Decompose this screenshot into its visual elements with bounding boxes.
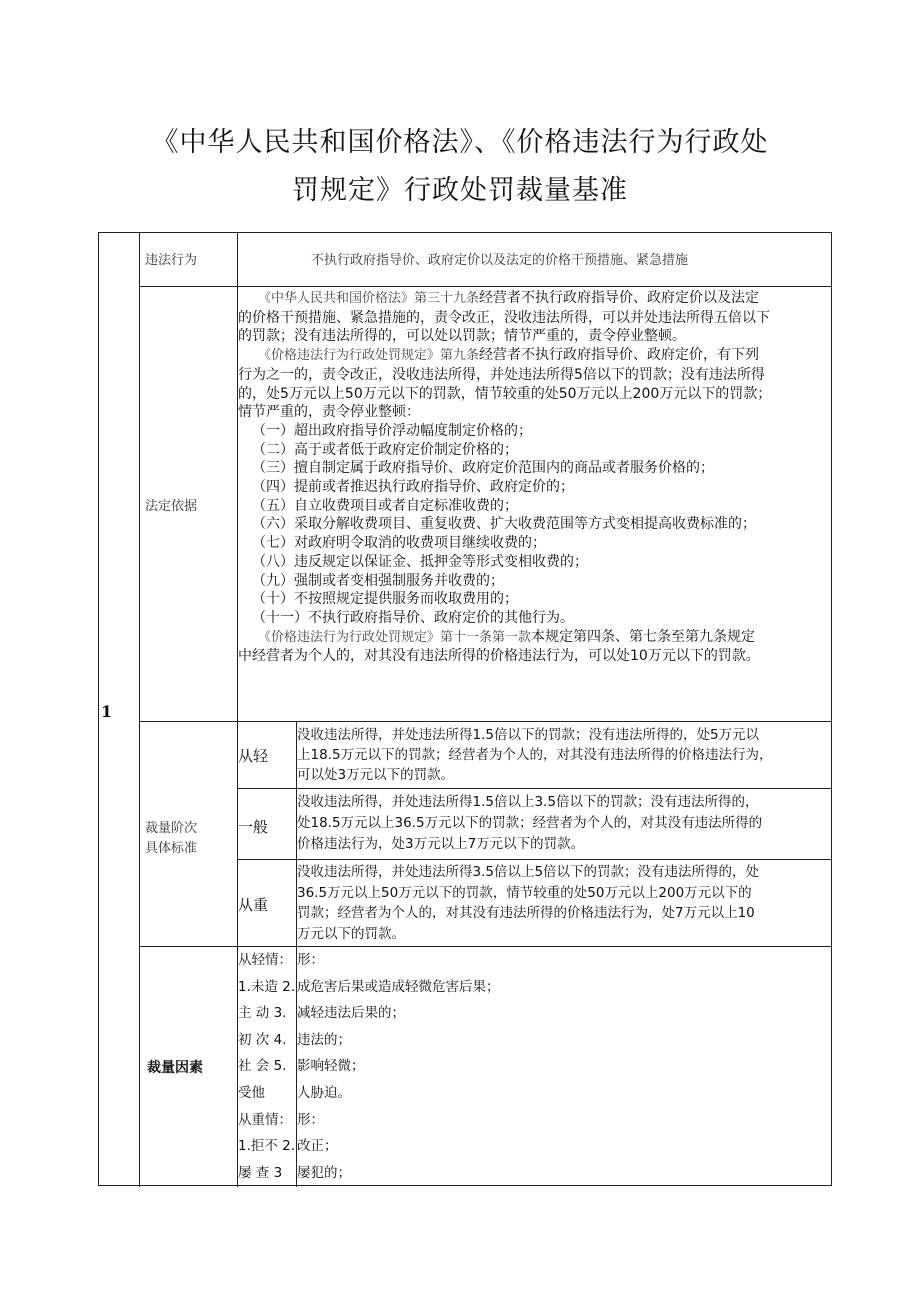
legal-basis-text	[238, 289, 832, 666]
factor-line: 社 会 5.	[238, 1058, 287, 1075]
level-line: 没收违法所得，并处违法所得1.5倍以上3.5倍以下的罚款；没有违法所得的，	[297, 794, 759, 810]
row-divider	[139, 721, 832, 722]
legal-item: （五）自立收费项目或者自定标准收费的；	[252, 497, 518, 514]
level-light-text	[297, 725, 773, 785]
factors-right-column	[297, 947, 832, 1186]
legal-line: 情节严重的，责令停业整顿：	[238, 404, 420, 421]
factor-line: 减轻违法后果的；	[297, 1005, 405, 1022]
factor-line: 成危害后果或造成轻微危害后果；	[297, 978, 500, 995]
document-title-line-2: 罚规定》行政处罚裁量基准	[292, 175, 628, 206]
penalty-standard-table	[98, 232, 832, 1186]
row-number: 1	[101, 702, 113, 721]
level-line: 罚款；经营者为个人的，对其没有违法所得的价格违法行为，处7万元以上10	[297, 905, 755, 921]
factor-line: 人胁迫。	[297, 1084, 351, 1101]
standards-label-line: 裁量阶次	[145, 821, 198, 836]
violation-value: 不执行政府指导价、政府定价以及法定的价格干预措施、紧急措施	[311, 253, 689, 268]
row-divider	[237, 788, 832, 789]
standards-label-line: 具体标准	[145, 841, 198, 856]
factor-line: 形：	[297, 1111, 324, 1128]
legal-item: （十一）不执行政府指导价、政府定价的其他行为。	[252, 609, 574, 626]
legal-line: 中经营者为个人的，对其没有违法所得的价格违法行为，可以处10万元以下的罚款。	[238, 648, 760, 665]
legal-line: 《价格违法行为行政处罚规定》第十一条第一款本规定第四条、第七条至第九条规定	[258, 628, 756, 645]
row-divider	[237, 859, 832, 860]
factor-line: 改正；	[297, 1138, 338, 1155]
factor-line: 受他	[238, 1084, 265, 1101]
factor-line: 屡犯的；	[297, 1164, 351, 1181]
factor-line: 初 次 4.	[238, 1031, 287, 1048]
factor-line: 从轻情：	[238, 952, 292, 968]
level-line: 上18.5万元以下的罚款；经营者为个人的，对其没有违法所得的价格违法行为，	[297, 747, 773, 763]
level-heavy-label: 从重	[238, 896, 269, 914]
level-line: 可以处3万元以下的罚款。	[297, 767, 455, 783]
factors-left-column	[238, 947, 296, 1186]
legal-line: 的罚款；没有违法所得的，可以处以罚款；情节严重的，责令停业整顿。	[238, 328, 686, 345]
factor-line: 1.拒不 2.	[238, 1138, 296, 1155]
legal-item: （二）高于或者低于政府定价制定价格的；	[252, 441, 518, 458]
column-divider	[139, 233, 140, 1187]
legal-line: 的，处5万元以上50万元以下的罚款，情节较重的处50万元以上200万元以下的罚款；	[238, 385, 772, 402]
legal-item: （四）提前或者推迟执行政府指导价、政府定价的；	[252, 479, 574, 496]
legal-basis-label: 法定依据	[145, 499, 198, 514]
factors-label: 裁量因素	[147, 1060, 203, 1076]
legal-item: （九）强制或者变相强制服务并收费的；	[252, 572, 504, 589]
level-line: 36.5万元以上50万元以下的罚款，情节较重的处50万元以上200万元以下的	[297, 884, 752, 901]
legal-item: （三）擅自制定属于政府指导价、政府定价范围内的商品或者服务价格的；	[252, 460, 714, 477]
factor-line: 1.未造 2.	[238, 978, 296, 995]
level-normal-text	[297, 792, 762, 855]
legal-line: 的价格干预措施、紧急措施的，责令改正，没收违法所得，可以并处违法所得五倍以下	[238, 309, 770, 326]
level-line: 没收违法所得，并处违法所得1.5倍以下的罚款；没有违法所得的，处5万元以	[297, 727, 760, 743]
document-title-line-1: 《中华人民共和国价格法》、《价格违法行为行政处	[151, 127, 769, 158]
factor-line: 屡 查 3	[238, 1164, 283, 1181]
factor-line: 影响轻微；	[297, 1058, 365, 1075]
legal-item: （八）违反规定以保证金、抵押金等形式变相收费的；	[252, 553, 588, 570]
factor-line: 形：	[297, 952, 324, 968]
legal-item: （七）对政府明令取消的收费项目继续收费的；	[252, 535, 546, 552]
legal-item: （六）采取分解收费项目、重复收费、扩大收费范围等方式变相提高收费标准的；	[252, 516, 756, 533]
violation-label: 违法行为	[145, 253, 198, 268]
legal-item: （十）不按照规定提供服务而收取费用的；	[252, 591, 518, 608]
level-line: 没收违法所得，并处违法所得3.5倍以上5倍以下的罚款；没有违法所得的，处	[297, 864, 760, 880]
level-normal-label: 一般	[238, 818, 269, 836]
factor-line: 主 动 3.	[238, 1005, 287, 1022]
level-heavy-text	[297, 862, 759, 944]
factor-line: 违法的；	[297, 1031, 351, 1048]
legal-line: 《价格违法行为行政处罚规定》第九条经营者不执行政府指导价、政府定价，有下列	[258, 347, 760, 364]
standards-label	[145, 819, 197, 859]
factors-right-text	[297, 947, 500, 1186]
level-line: 处18.5万元以上36.5万元以下的罚款；经营者为个人的，对其没有违法所得的	[297, 815, 763, 831]
level-line: 万元以下的罚款。	[297, 925, 405, 942]
factor-line: 从重情：	[238, 1111, 292, 1128]
level-line: 价格违法行为，处3万元以上7万元以下的罚款。	[297, 836, 585, 852]
legal-line: 《中华人民共和国价格法》第三十九条经营者不执行政府指导价、政府定价以及法定	[258, 290, 760, 306]
row-divider	[139, 286, 832, 287]
level-light-label: 从轻	[238, 747, 269, 765]
factors-left-text	[238, 947, 295, 1186]
legal-line: 行为之一的，责令改正，没收违法所得，并处违法所得5倍以下的罚款；没有违法所得	[238, 366, 765, 383]
legal-item: （一）超出政府指导价浮动幅度制定价格的；	[252, 422, 532, 439]
